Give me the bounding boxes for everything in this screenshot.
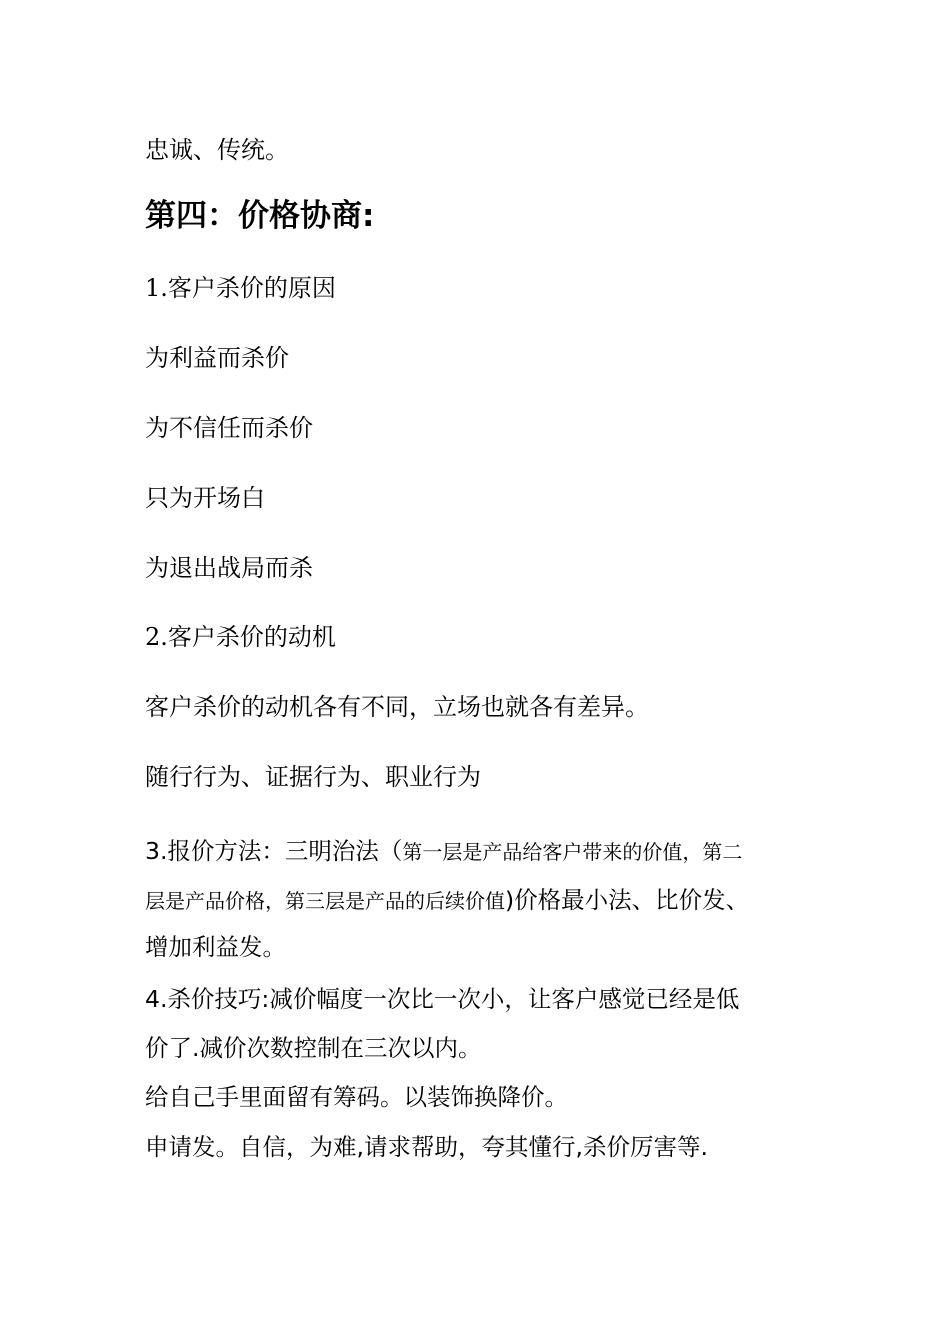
text-line: 忠诚、传统。 [145, 136, 289, 164]
pricing-method-line: 增加利益发。 [145, 933, 286, 961]
subsection-title: 1.客户杀价的原因 [145, 274, 336, 302]
bargain-line: 申请发。自信，为难,请求帮助，夸其懂行,杀价厉害等. [145, 1133, 708, 1161]
list-item: 只为开场白 [145, 484, 265, 512]
pricing-method-line [145, 884, 749, 917]
bargain-line: 价了.减价次数控制在三次以内。 [145, 1034, 482, 1062]
pricing-method-line [145, 835, 742, 868]
section-heading: 第四：价格协商: [145, 198, 375, 234]
bargain-line: 给自己手里面留有筹码。以装饰换降价。 [145, 1083, 568, 1111]
text-line: 随行行为、证据行为、职业行为 [145, 763, 481, 791]
text-line: 客户杀价的动机各有不同，立场也就各有差异。 [145, 693, 649, 721]
bargain-line: 4.杀价技巧:减价幅度一次比一次小，让客户感觉已经是低 [145, 985, 740, 1013]
list-item: 为利益而杀价 [145, 344, 289, 372]
list-item: 为退出战局而杀 [145, 554, 313, 582]
pricing-method-label: 3.报价方法：三明治法（ [145, 837, 403, 865]
subsection-title: 2.客户杀价的动机 [145, 623, 336, 651]
list-item: 为不信任而杀价 [145, 414, 313, 442]
pricing-method-detail: 层是产品价格，第三层是产品的后续价值 [145, 889, 505, 913]
pricing-method-detail: 第一层是产品给客户带来的价值，第二 [402, 840, 743, 864]
pricing-method-text: )价格最小法、比价发、 [505, 886, 750, 914]
